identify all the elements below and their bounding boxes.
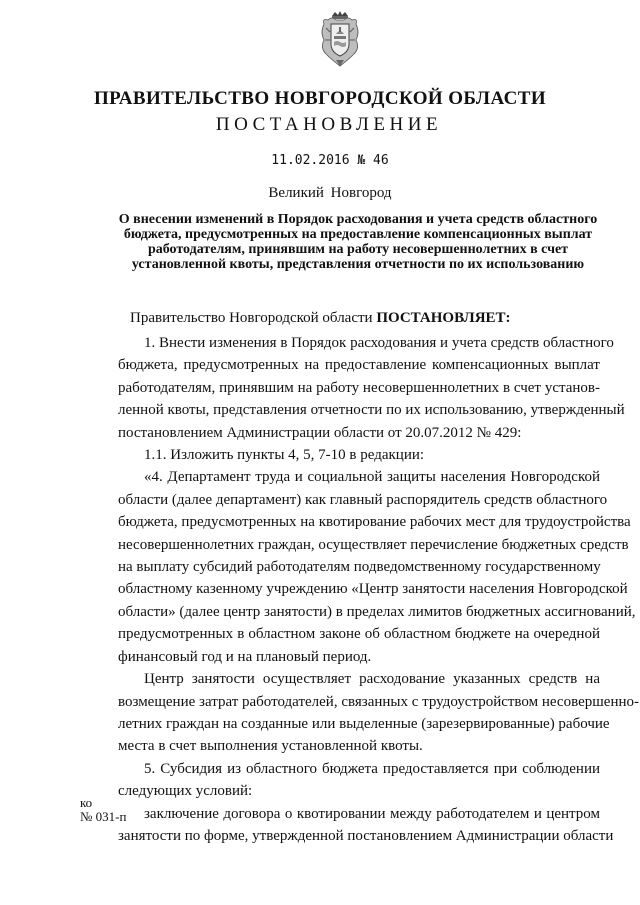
subject-line: установленной квоты, представления отчетности по их использованию <box>131 257 585 272</box>
body-line: места в счет выполнения установленной квоты. <box>118 738 423 755</box>
body-line: несовершеннолетних граждан, осуществляет перечисление бюджетных средств <box>118 536 629 553</box>
body-line: «4. Департамент труда и социальной защиты населения Новгородской <box>144 469 600 486</box>
body-line: областному казенному учреждению «Центр занятости населения Новгородской <box>118 581 628 598</box>
body-line: постановлением Администрации области от 20.07.2012 № 429: <box>118 424 522 441</box>
body-line: бюджета, предусмотренных на квотирование рабочих мест для трудоустройства <box>118 514 631 531</box>
body-line: заключение договора о квотировании между работодателем и центром <box>144 805 600 822</box>
body-line: 1.1. Изложить пункты 4, 5, 7-10 в редакции: <box>144 447 425 464</box>
body-line: области (далее департамент) как главный распорядитель средств областного <box>118 491 608 508</box>
body-text <box>118 332 639 847</box>
document-subject <box>118 212 598 272</box>
subject-line: бюджета, предусмотренных на предоставление компенсационных выплат <box>123 227 593 242</box>
body-line: бюджета, предусмотренных на предоставление компенсационных выплат <box>118 357 600 374</box>
preamble-emphasis: ПОСТАНОВЛЯЕТ: <box>376 310 511 326</box>
date-and-number: 11.02.2016 № 46 <box>271 153 389 168</box>
body-line: области» (далее центр занятости) в пределах лимитов бюджетных ассигнований, <box>118 603 636 620</box>
body-line: 5. Субсидия из областного бюджета предоставляется при соблюдении <box>144 760 600 777</box>
document-type: ПОСТАНОВЛЕНИЕ <box>215 114 443 135</box>
preamble-text: Правительство Новгородской области <box>130 310 373 326</box>
body-line: занятости по форме, утвержденной постановлением Администрации области <box>118 827 614 844</box>
organization-title: ПРАВИТЕЛЬСТВО НОВГОРОДСКОЙ ОБЛАСТИ <box>94 88 546 109</box>
body-line: на выплату субсидий работодателям подведомственному государственному <box>118 559 601 576</box>
footer-form-number: № 031-п <box>80 809 127 824</box>
preamble <box>130 310 511 327</box>
body-line: следующих условий: <box>118 783 253 800</box>
body-line: финансовый год и на плановый период. <box>118 648 372 665</box>
body-line: предусмотренных в областном законе об областном бюджете на очередной <box>118 626 600 643</box>
subject-line: О внесении изменений в Порядок расходования и учета средств областного <box>118 212 598 227</box>
body-line: Центр занятости осуществляет расходование указанных средств на <box>144 671 600 688</box>
footer-mark <box>80 796 126 824</box>
city: Великий Новгород <box>268 185 392 201</box>
body-line: ленной квоты, представления отчетности по их использованию, утвержденный <box>118 402 625 419</box>
body-line: работодателям, принявшим на работу несовершеннолетних в счет установ- <box>118 379 600 396</box>
body-line: 1. Внести изменения в Порядок расходования и учета средств областного <box>144 335 614 351</box>
body-line: летних граждан на созданные или выделенные (зарезервированные) рабочие <box>118 715 610 732</box>
footer-initials: ко <box>80 795 93 810</box>
subject-line: работодателям, принявшим на работу несовершеннолетних в счет <box>147 242 569 257</box>
coat-of-arms-icon <box>318 10 362 68</box>
body-line: возмещение затрат работодателей, связанных с трудоустройством несовершенно- <box>118 693 639 710</box>
